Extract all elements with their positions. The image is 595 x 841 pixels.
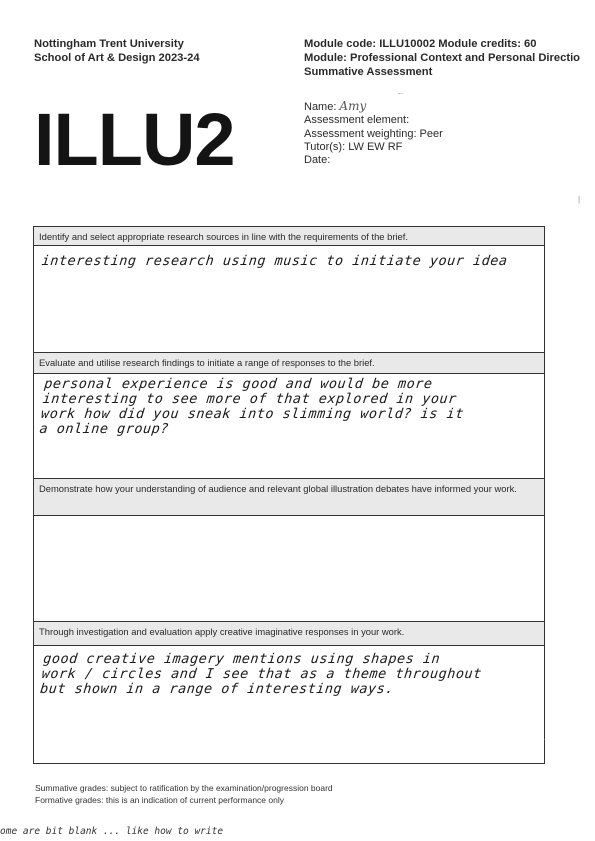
name-value: Amy [339,99,367,113]
date-label: Date: [304,154,331,167]
school-name: School of Art & Design 2023-24 [34,52,200,64]
tutors: Tutor(s): LW EW RF [304,140,403,153]
criterion-4-comment-area [34,646,544,763]
scan-mark: · [543,735,546,744]
assessment-weighting: Assessment weighting: Peer [304,127,443,140]
criterion-2-prompt: Evaluate and utilise research findings to initiate a range of responses to the brief. [34,352,544,374]
name-row [304,100,443,114]
scan-mark: | [578,195,581,204]
summative-note: Summative grades: subject to ratification by the examination/progression board [35,783,333,793]
assessment-element: Assessment element: [304,114,410,127]
bottom-handwriting: ome are bit blank ... like how to write [0,826,224,837]
criterion-1-prompt: Identify and select appropriate research sources in line with the requirements of the brief. [34,226,544,246]
criterion-2-comment-area [34,374,544,478]
course-code: ILLU2 [34,98,235,181]
grade-notes [35,783,333,806]
assessment-type: Summative Assessment [304,66,433,78]
criterion-4-prompt: Through investigation and evaluation apply creative imaginative responses in your work. [34,621,544,646]
formative-note: Formative grades: this is an indication of current performance only [35,794,284,805]
institution-block [34,37,200,65]
criterion-3-prompt: Demonstrate how your understanding of audience and relevant global illustration debates have informed your work. [34,478,544,516]
criterion-1-comment: interesting research using music to initiate your idea [40,253,509,269]
institution-name: Nottingham Trent University [34,38,184,50]
criterion-1-comment-area [34,247,544,352]
name-label: Name: [304,101,337,113]
criteria-table [33,226,545,764]
module-code: Module code: ILLU10002 Module credits: 60 [304,38,537,50]
scan-mark: -· [398,89,404,98]
module-title: Module: Professional Context and Personal Directio [304,52,580,64]
module-block [304,37,580,79]
criterion-3-comment-area [34,516,544,621]
assessment-details [304,100,443,167]
criterion-2-comment: personal experience is good and would be more interesting to see more of that explored in your work how did you sneak into slimming world? is it a online group? [38,376,465,437]
criterion-4-comment: good creative imagery mentions using shapes in work / circles and I see that as a theme throughout but shown in a range of interesting ways. [39,651,483,697]
